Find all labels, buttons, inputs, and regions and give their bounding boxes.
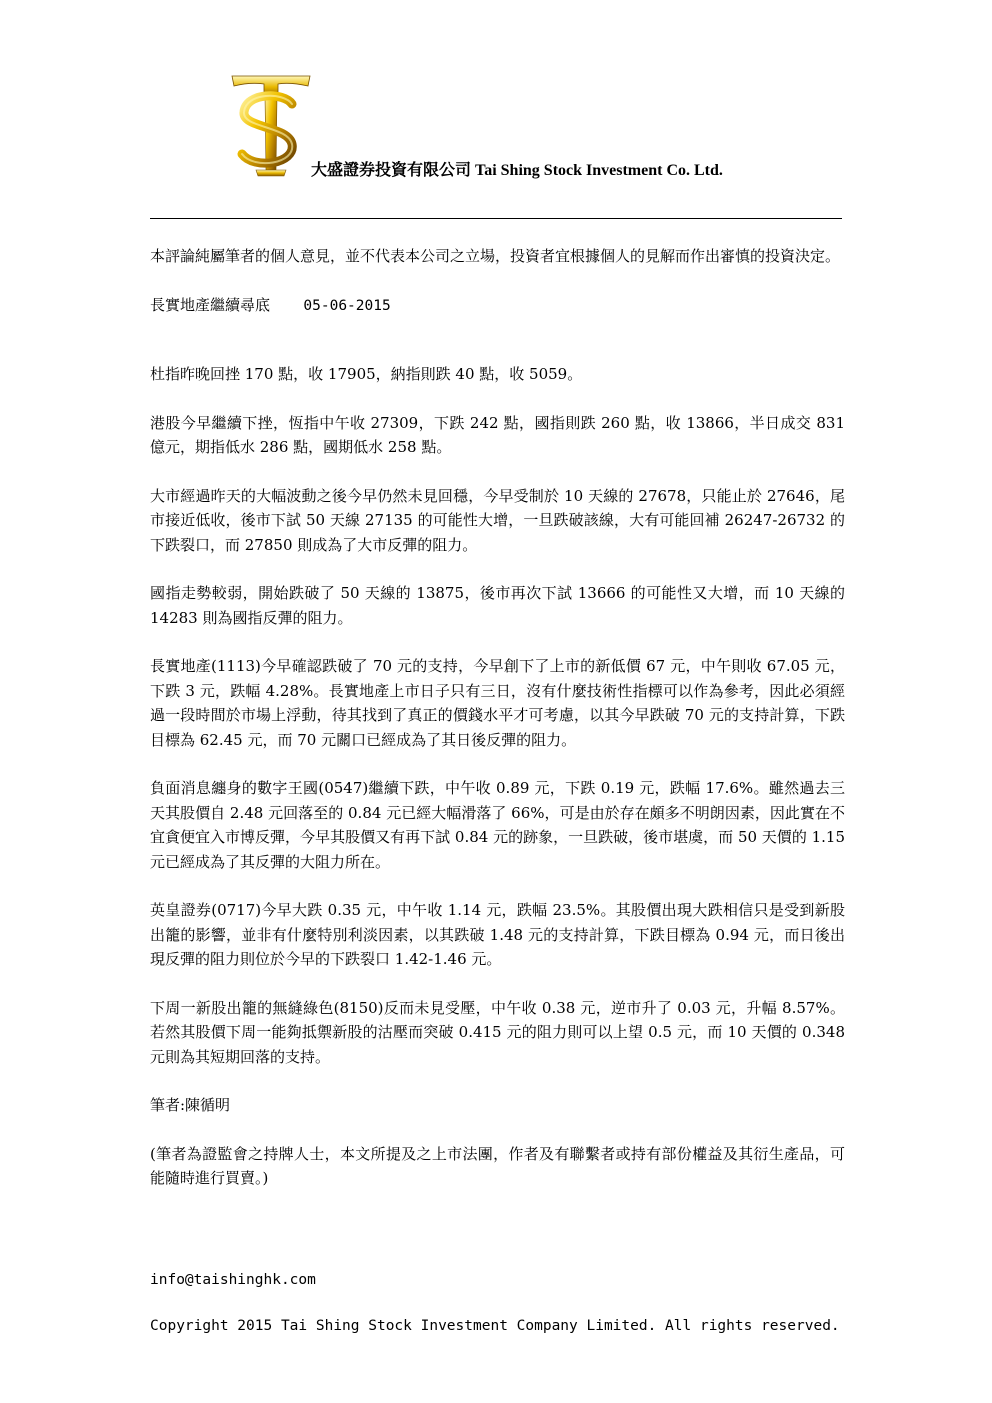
- article-date: 05-06-2015: [303, 297, 391, 314]
- contact-email[interactable]: info@taishinghk.com: [150, 1272, 316, 1288]
- paragraph: 港股今早繼續下挫，恆指中午收 27309，下跌 242 點，國指則跌 260 點，收 13866，半日成交 831 億元，期指低水 286 點，國期低水 258 點。: [150, 413, 845, 456]
- author: 筆者:陳循明: [150, 1096, 231, 1114]
- paragraph: 下周一新股出籠的無縫綠色(8150)反而未見受壓，中午收 0.38 元，逆市升了 0.03 元，升幅 8.57%。若然其股價下周一能夠抵禦新股的沽壓而突破 0.415 元的阻力則可以上望 0.5 元，而 10 天價的 0.348 元則為其短期回落的支持。: [150, 998, 845, 1066]
- author-note: (筆者為證監會之持牌人士，本文所提及之上市法團，作者及有聯繫者或持有部份權益及其衍生產品，可能隨時進行買賣。): [150, 1144, 845, 1187]
- article-heading: [150, 293, 845, 319]
- paragraph: 杜指昨晚回挫 170 點，收 17905，納指則跌 40 點，收 5059。: [150, 365, 583, 383]
- header-divider: [150, 218, 842, 219]
- article-body: [150, 244, 845, 1191]
- paragraph: 國指走勢較弱，開始跌破了 50 天線的 13875，後市再次下試 13666 的可能性又大增，而 10 天線的 14283 則為國指反彈的阻力。: [150, 584, 845, 627]
- paragraph: 長實地產(1113)今早確認跌破了 70 元的支持，今早創下了上市的新低價 67 元，中午則收 67.05 元，下跌 3 元，跌幅 4.28%。長實地產上市日子只有三日，沒有什麼技術性指標可以作為參考，因此必須經過一段時間於市場上浮動，待其找到了真正的價錢水平才可考慮，以其今早跌破 70 元的支持計算，下跌目標為 62.45 元，而 70 元關口已經成為了其日後反彈的阻力。: [150, 657, 845, 749]
- disclaimer: 本評論純屬筆者的個人意見，並不代表本公司之立場，投資者宜根據個人的見解而作出審慎的投資決定。: [150, 247, 841, 265]
- paragraph: 英皇證券(0717)今早大跌 0.35 元，中午收 1.14 元，跌幅 23.5%。其股價出現大跌相信只是受到新股出籠的影響，並非有什麼特別利淡因素，以其跌破 1.48 元的支持計算，下跌目標為 0.94 元，而日後出現反彈的阻力則位於今早的下跌裂口 1.42-1.46 元。: [150, 901, 845, 968]
- ts-gold-monogram-icon: [228, 70, 314, 180]
- article-title: 長實地產繼續尋底: [150, 295, 271, 314]
- copyright-notice: Copyright 2015 Tai Shing Stock Investment Company Limited. All rights reserved.: [150, 1318, 840, 1334]
- company-name: 大盛證券投資有限公司 Tai Shing Stock Investment Co. Ltd.: [311, 162, 723, 179]
- paragraph: 負面消息纏身的數字王國(0547)繼續下跌，中午收 0.89 元，下跌 0.19 元，跌幅 17.6%。雖然過去三天其股價自 2.48 元回落至的 0.84 元已經大幅滑落了 66%，可是由於存在頗多不明朗因素，因此實在不宜貪便宜入市博反彈，今早其股價又有再下試 0.84 元的跡象，一旦跌破，後市堪虞，而 50 天價的 1.15 元已經成為了其反彈的大阻力所在。: [150, 779, 845, 871]
- paragraph: 大市經過昨天的大幅波動之後今早仍然未見回穩，今早受制於 10 天線的 27678，只能止於 27646，尾市接近低收，後市下試 50 天線 27135 的可能性大增，一旦跌破該線，大有可能回補 26247-26732 的下跌裂口，而 27850 則成為了大市反彈的阻力。: [150, 486, 845, 554]
